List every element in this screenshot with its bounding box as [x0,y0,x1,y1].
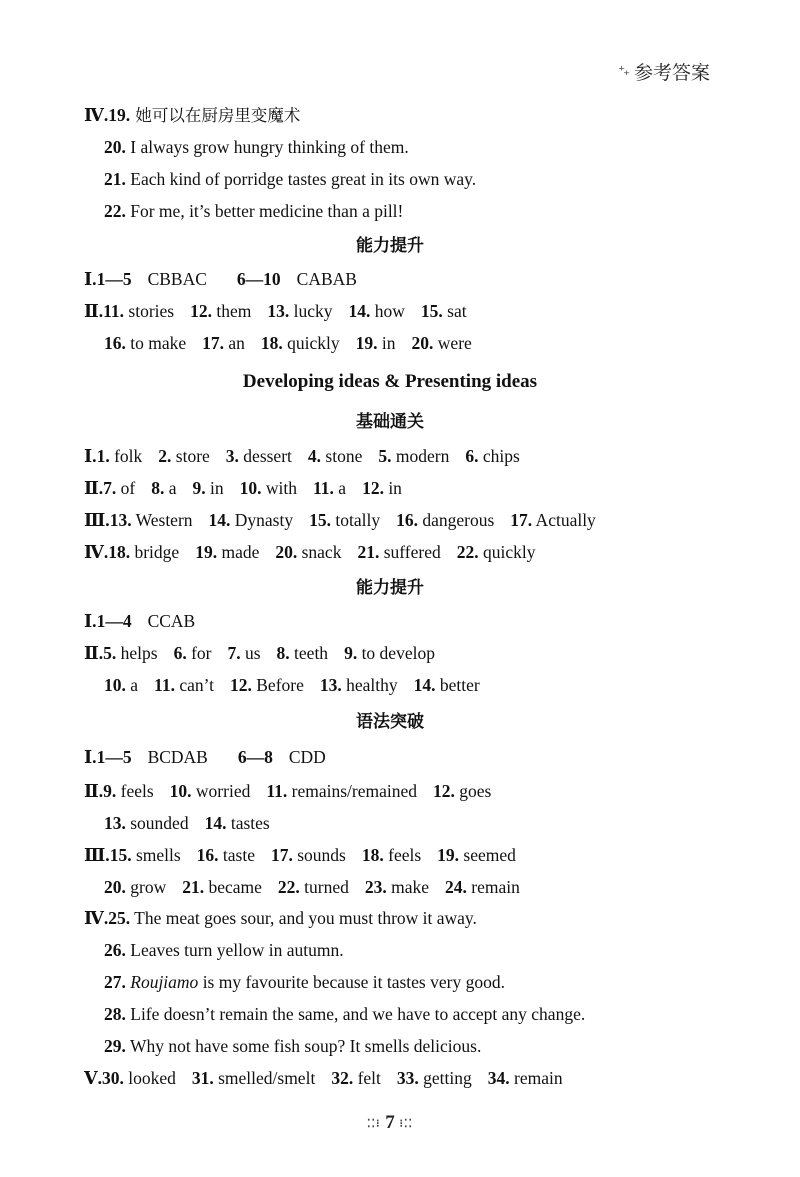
item-number: 13. [109,510,132,530]
item-number: 12. [362,478,384,498]
item-answer: remains/remained [287,781,418,801]
item-answer: grow [125,877,167,897]
roman-numeral: Ⅴ. [84,1068,102,1088]
section-heading: 基础通关 [356,412,424,432]
item-number: 14. [413,675,436,695]
item-number: 19. [437,845,460,865]
item-answer: can’t [174,675,214,695]
item-answer: store [171,446,210,466]
item-number: 34. [487,1068,510,1088]
item-number: 11. [103,301,125,321]
item-answer: helps [116,643,158,663]
item-answer: sounded [125,813,189,833]
item-number: 31. [191,1068,214,1088]
roman-numeral: Ⅰ. [84,446,97,466]
answer-line-iv-19 [84,104,300,127]
answer-line-27: 27. Roujiamo is my favourite because it tastes very good. [104,972,505,992]
item-number: 33. [396,1068,419,1088]
item-answer: teeth [289,643,329,663]
item-answer: quickly [478,542,536,562]
item-answer: worried [191,781,251,801]
section-heading-english: Developing ideas & Presenting ideas [242,371,538,392]
item-number: 16. [396,510,418,530]
item-number: 20. [411,333,434,353]
item-number: 13. [319,675,342,695]
item-answer: dangerous [417,510,495,530]
item-answer: totally [330,510,381,530]
item-answer: how [370,301,405,321]
item-answer: a [125,675,139,695]
item-answer: became [204,877,262,897]
item-answer: folk [109,446,143,466]
item-number: 21. [357,542,380,562]
answer-line-25: Ⅳ.25. The meat goes sour, and you must throw it away. [84,908,477,928]
item-answer: stories [124,301,175,321]
item-number: 17. [510,510,533,530]
item-number: 12. [230,675,252,695]
item-answer: remain [466,877,520,897]
item-number: 18. [361,845,384,865]
item-number: 3. [225,446,239,466]
item-number: 7. [103,478,117,498]
item-number: 18. [108,542,131,562]
item-answer: to make [125,333,187,353]
item-answer: smells [131,845,181,865]
item-answer: Before [251,675,304,695]
item-answer: sounds [292,845,346,865]
answer-line: Ⅰ.1—4 CCAB [84,611,196,631]
roman-numeral: Ⅲ. [84,845,110,865]
item-answer: taste [218,845,255,865]
item-number: 9. [192,478,206,498]
item-number: 8. [276,643,290,663]
item-answer: in [377,333,396,353]
item-number: 5. [378,446,392,466]
item-answer: getting [418,1068,472,1088]
page-number: 7 [385,1112,395,1133]
item-answer: an [224,333,245,353]
item-answer: lucky [289,301,333,321]
roman-numeral: Ⅱ. [84,781,104,801]
item-answer: in [383,478,402,498]
item-number: 16. [196,845,219,865]
item-number: 10. [104,675,126,695]
sparkle-icon: ⁺₊ [618,64,628,79]
item-answer: modern [391,446,450,466]
item-number: 15. [420,301,443,321]
answer-line-20: 20. I always grow hungry thinking of them. [104,137,409,157]
item-number: 9. [103,781,117,801]
item-answer: seemed [459,845,516,865]
item-number: 13. [104,813,126,833]
section-heading: 能力提升 [356,236,424,256]
item-number: 14. [208,510,231,530]
answer-line-28: 28. Life doesn’t remain the same, and we have to accept any change. [104,1004,586,1024]
page-footer [0,1112,780,1134]
item-answer: smelled/smelt [213,1068,316,1088]
item-number: 17. [202,333,225,353]
dots-decoration-icon: ⁚⁚⁝ [367,1118,381,1131]
item-answer: in [205,478,224,498]
roman-numeral: Ⅳ. [84,542,109,562]
answer-line [84,642,435,664]
roman-numeral: Ⅲ. [84,510,110,530]
answer-line [84,477,402,499]
item-number: 22. [456,542,479,562]
item-number: 19. [195,542,218,562]
item-number: 18. [260,333,283,353]
answer-line [104,876,520,898]
item-number: 10. [169,781,192,801]
item-number: 12. [190,301,212,321]
roman-numeral: Ⅱ. [84,301,104,321]
item-answer: looked [123,1068,176,1088]
item-answer: felt [353,1068,381,1088]
answer-line [84,844,516,866]
page-header [618,58,710,85]
answer-line-22: 22. For me, it’s better medicine than a pill! [104,201,404,221]
answer-line-26: 26. Leaves turn yellow in autumn. [104,940,344,960]
item-number: 15. [109,845,132,865]
item-number: 32. [331,1068,354,1088]
item-number: 14. [204,813,227,833]
answer-line-21: 21. Each kind of porridge tastes great in its own way. [104,169,477,189]
item-number: 17. [271,845,293,865]
item-answer: Western [131,510,193,530]
item-answer: us [240,643,261,663]
item-number: 10. [239,478,262,498]
item-answer: a [333,478,347,498]
item-answer: them [212,301,252,321]
item-answer: stone [321,446,363,466]
item-number: 13. [267,301,290,321]
item-number: 22. [277,877,300,897]
answer-line: Ⅰ.1—5 BCDAB 6—8 CDD [84,747,326,767]
item-answer: sat [442,301,467,321]
item-number: 24. [445,877,467,897]
item-answer: bridge [130,542,180,562]
item-answer: remain [509,1068,563,1088]
answer-line [104,812,270,834]
item-number: 8. [151,478,165,498]
item-answer: turned [299,877,349,897]
answer-text: 19. 她可以在厨房里变魔术 [108,105,301,125]
item-answer: Actually [532,510,596,530]
item-answer: were [433,333,472,353]
item-number: 11. [154,675,175,695]
item-number: 14. [348,301,371,321]
answer-line: Ⅰ.1—5 CBBAC 6—10 CABAB [84,269,357,289]
item-number: 6. [465,446,479,466]
answer-line [104,332,472,354]
item-number: 6. [173,643,187,663]
item-number: 9. [344,643,358,663]
item-number: 2. [158,446,172,466]
item-answer: snack [297,542,342,562]
item-answer: quickly [282,333,340,353]
item-answer: feels [383,845,422,865]
item-answer: Dynasty [230,510,294,530]
item-answer: dessert [238,446,292,466]
item-answer: for [186,643,212,663]
answer-line [84,300,467,322]
item-answer: better [435,675,480,695]
answer-line [84,780,491,802]
item-number: 1. [96,446,110,466]
roman-numeral: Ⅳ. [84,105,109,125]
item-answer: a [164,478,177,498]
answer-line [84,509,596,531]
item-number: 4. [307,446,322,466]
section-heading: 语法突破 [356,712,424,732]
item-number: 20. [275,542,298,562]
item-answer: feels [116,781,154,801]
roman-numeral: Ⅱ. [84,478,104,498]
item-answer: to develop [357,643,435,663]
item-number: 12. [433,781,455,801]
answer-line [84,541,535,563]
item-number: 20. [104,877,126,897]
item-number: 11. [266,781,288,801]
item-answer: made [217,542,260,562]
item-answer: goes [454,781,492,801]
header-title: 参考答案 [633,62,710,84]
dots-decoration-icon: ⁝⁚⁚ [399,1118,413,1131]
item-number: 23. [364,877,387,897]
section-heading: 能力提升 [356,578,424,598]
item-answer: chips [478,446,520,466]
answer-line [84,445,520,467]
item-number: 15. [309,510,331,530]
item-answer: healthy [341,675,398,695]
item-number: 30. [101,1068,124,1088]
item-number: 5. [103,643,117,663]
item-answer: with [261,478,297,498]
item-number: 19. [355,333,378,353]
item-answer: of [116,478,136,498]
item-number: 7. [227,643,241,663]
item-answer: make [386,877,430,897]
item-number: 21. [182,877,205,897]
item-answer: tastes [226,813,270,833]
item-number: 16. [104,333,126,353]
answer-line [104,674,480,696]
item-answer: suffered [379,542,441,562]
answer-line [84,1067,563,1089]
item-number: 11. [312,478,334,498]
roman-numeral: Ⅱ. [84,643,104,663]
answer-line-29: 29. Why not have some fish soup? It smells delicious. [104,1036,482,1056]
